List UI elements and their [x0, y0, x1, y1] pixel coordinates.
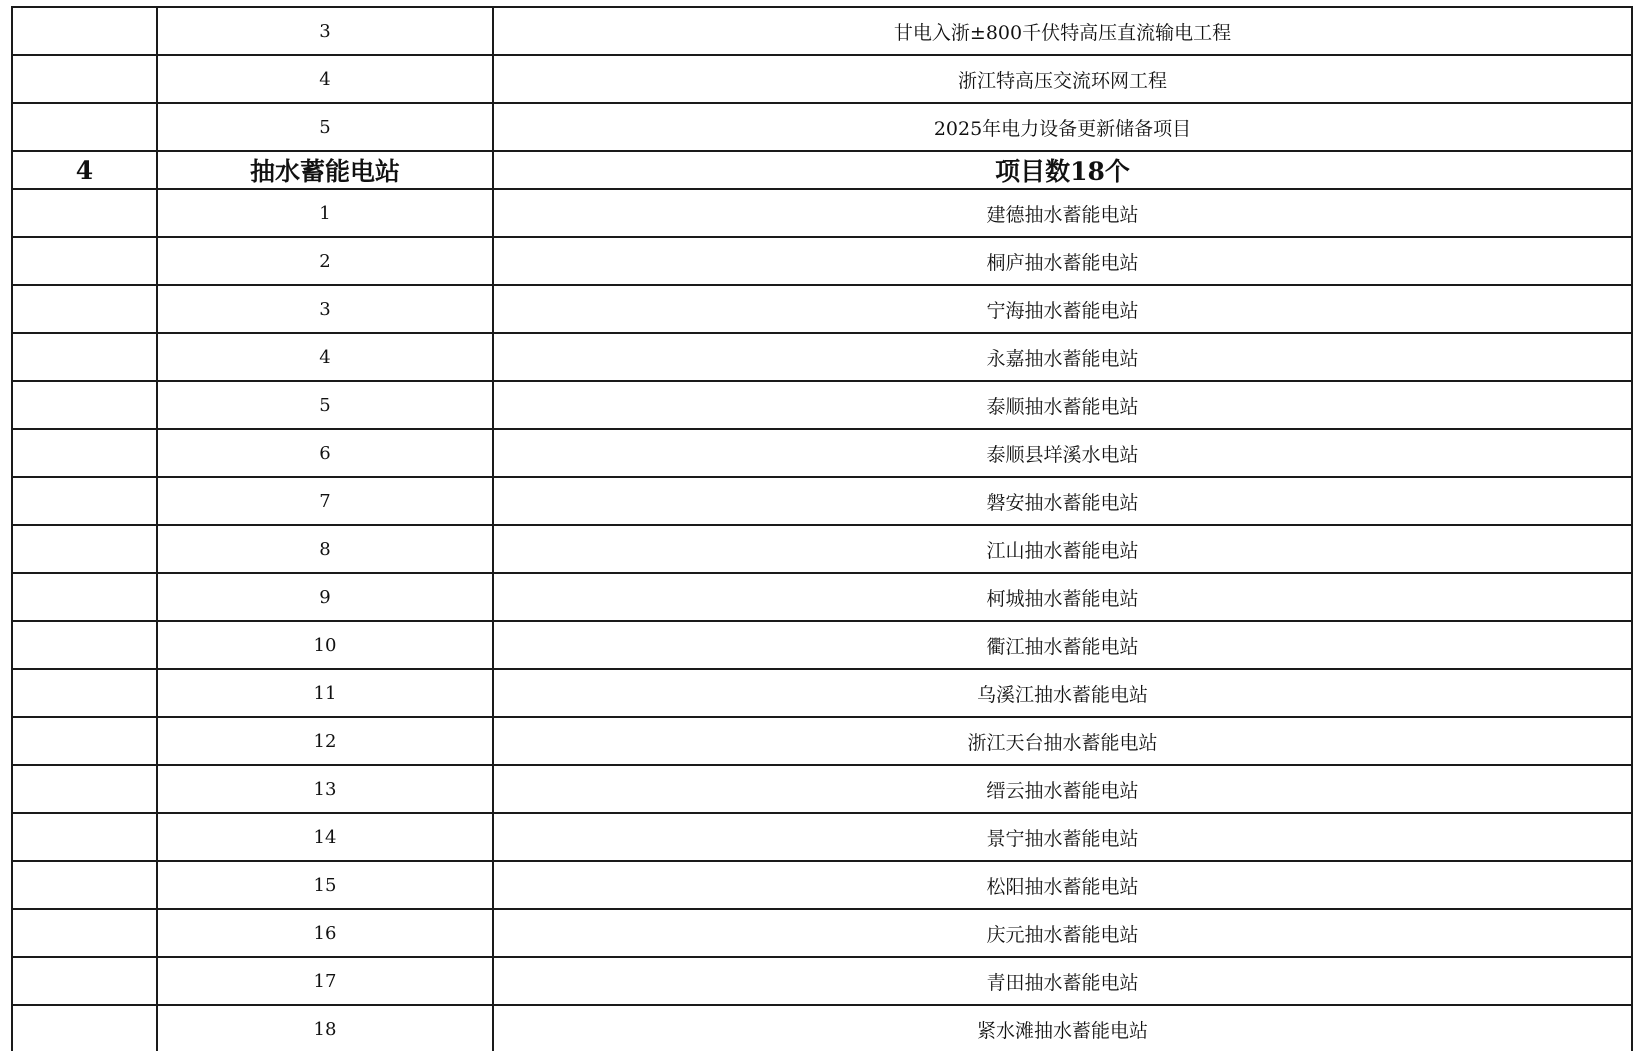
project-name-cell: 紧水滩抽水蓄能电站 — [493, 1005, 1632, 1051]
project-table-body — [12, 7, 1632, 1051]
item-number-cell: 1 — [157, 189, 493, 237]
table-row — [12, 103, 1632, 151]
empty-cell — [12, 477, 157, 525]
empty-cell — [12, 909, 157, 957]
table-row — [12, 333, 1632, 381]
table-row — [12, 813, 1632, 861]
table-row — [12, 717, 1632, 765]
table-row — [12, 909, 1632, 957]
project-name-cell: 乌溪江抽水蓄能电站 — [493, 669, 1632, 717]
empty-cell — [12, 669, 157, 717]
project-name-cell: 柯城抽水蓄能电站 — [493, 573, 1632, 621]
project-name-cell: 永嘉抽水蓄能电站 — [493, 333, 1632, 381]
project-name-cell: 庆元抽水蓄能电站 — [493, 909, 1632, 957]
item-number-cell: 11 — [157, 669, 493, 717]
empty-cell — [12, 333, 157, 381]
empty-cell — [12, 525, 157, 573]
empty-cell — [12, 285, 157, 333]
table-row — [12, 285, 1632, 333]
table-row — [12, 525, 1632, 573]
item-number-cell: 17 — [157, 957, 493, 1005]
table-row — [12, 573, 1632, 621]
item-number-cell: 4 — [157, 55, 493, 103]
item-number-cell: 13 — [157, 765, 493, 813]
empty-cell — [12, 621, 157, 669]
table-row — [12, 669, 1632, 717]
empty-cell — [12, 189, 157, 237]
empty-cell — [12, 237, 157, 285]
item-number-cell: 9 — [157, 573, 493, 621]
item-number-cell: 5 — [157, 103, 493, 151]
project-name-cell: 浙江特高压交流环网工程 — [493, 55, 1632, 103]
project-name-cell: 浙江天台抽水蓄能电站 — [493, 717, 1632, 765]
empty-cell — [12, 813, 157, 861]
table-row — [12, 1005, 1632, 1051]
empty-cell — [12, 429, 157, 477]
empty-cell — [12, 717, 157, 765]
item-number-cell: 6 — [157, 429, 493, 477]
empty-cell — [12, 55, 157, 103]
empty-cell — [12, 1005, 157, 1051]
project-name-cell: 泰顺抽水蓄能电站 — [493, 381, 1632, 429]
project-name-cell: 景宁抽水蓄能电站 — [493, 813, 1632, 861]
item-number-cell: 2 — [157, 237, 493, 285]
empty-cell — [12, 957, 157, 1005]
item-number-cell: 14 — [157, 813, 493, 861]
table-row — [12, 861, 1632, 909]
item-number-cell: 4 — [157, 333, 493, 381]
section-row — [12, 151, 1632, 189]
section-number-cell: 4 — [12, 151, 157, 189]
empty-cell — [12, 103, 157, 151]
project-name-cell: 泰顺县垟溪水电站 — [493, 429, 1632, 477]
item-number-cell: 3 — [157, 7, 493, 55]
empty-cell — [12, 7, 157, 55]
item-number-cell: 18 — [157, 1005, 493, 1051]
item-number-cell: 3 — [157, 285, 493, 333]
item-number-cell: 12 — [157, 717, 493, 765]
project-name-cell: 2025年电力设备更新储备项目 — [493, 103, 1632, 151]
empty-cell — [12, 381, 157, 429]
table-row — [12, 189, 1632, 237]
section-summary-cell: 项目数18个 — [493, 151, 1632, 189]
project-name-cell: 磐安抽水蓄能电站 — [493, 477, 1632, 525]
project-table — [11, 6, 1633, 1051]
table-row — [12, 477, 1632, 525]
item-number-cell: 16 — [157, 909, 493, 957]
project-name-cell: 桐庐抽水蓄能电站 — [493, 237, 1632, 285]
table-row — [12, 237, 1632, 285]
item-number-cell: 5 — [157, 381, 493, 429]
project-name-cell: 建德抽水蓄能电站 — [493, 189, 1632, 237]
table-row — [12, 429, 1632, 477]
table-row — [12, 957, 1632, 1005]
table-row — [12, 765, 1632, 813]
table-row — [12, 381, 1632, 429]
item-number-cell: 10 — [157, 621, 493, 669]
project-name-cell: 衢江抽水蓄能电站 — [493, 621, 1632, 669]
empty-cell — [12, 573, 157, 621]
table-row — [12, 55, 1632, 103]
project-name-cell: 松阳抽水蓄能电站 — [493, 861, 1632, 909]
table-row — [12, 7, 1632, 55]
project-name-cell: 江山抽水蓄能电站 — [493, 525, 1632, 573]
table-row — [12, 621, 1632, 669]
item-number-cell: 7 — [157, 477, 493, 525]
project-name-cell: 甘电入浙±800千伏特高压直流输电工程 — [493, 7, 1632, 55]
section-category-cell: 抽水蓄能电站 — [157, 151, 493, 189]
empty-cell — [12, 765, 157, 813]
empty-cell — [12, 861, 157, 909]
project-name-cell: 宁海抽水蓄能电站 — [493, 285, 1632, 333]
item-number-cell: 8 — [157, 525, 493, 573]
project-name-cell: 青田抽水蓄能电站 — [493, 957, 1632, 1005]
project-name-cell: 缙云抽水蓄能电站 — [493, 765, 1632, 813]
item-number-cell: 15 — [157, 861, 493, 909]
